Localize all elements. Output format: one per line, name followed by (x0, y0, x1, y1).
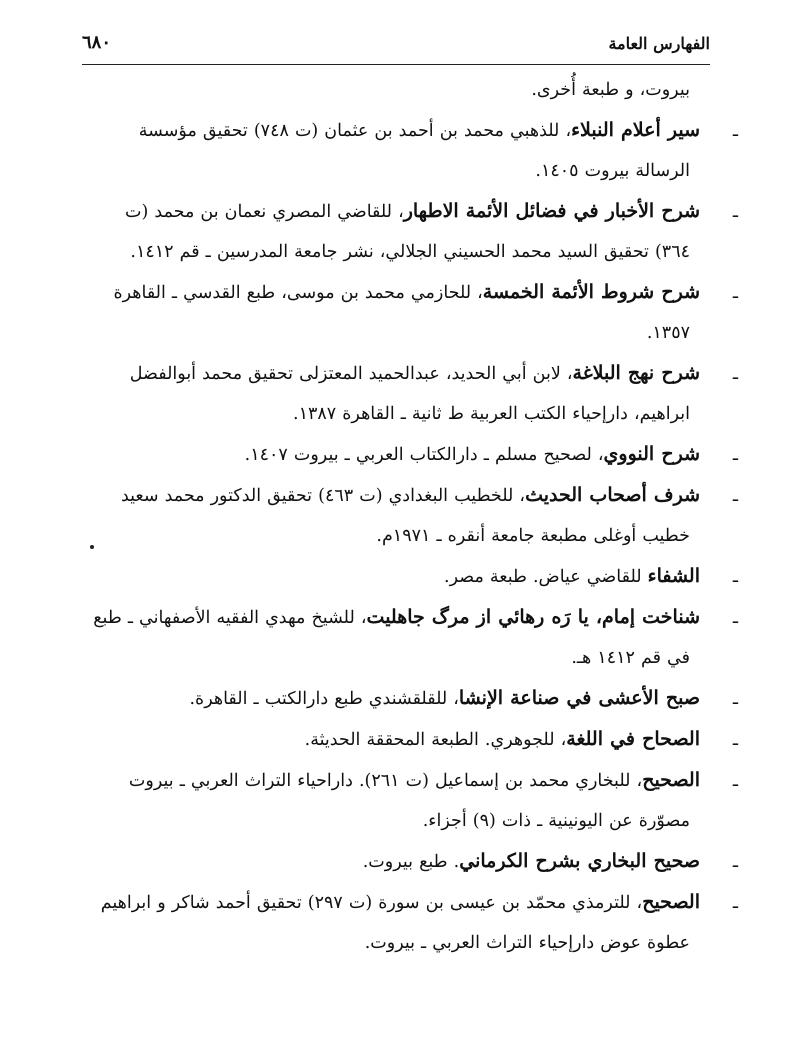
entry-title: شرح النووي (603, 443, 700, 465)
bibliography-entry (84, 719, 738, 760)
entry-title: شرح نهج البلاغة (572, 362, 700, 384)
entry-title: الصحيح (642, 891, 700, 913)
entry-title: الصحيح (642, 769, 700, 791)
entry-dash: ـ (732, 852, 738, 872)
entry-title: صحيح البخاري بشرح الكرماني (459, 850, 700, 872)
entry-title: شناخت إمام، يا رَه رهائي از مرگ جاهليت (366, 606, 700, 628)
entry-details: ، للحازمي محمد بن موسى، طبع القدسي ـ القاهرة ١٣٥٧. (113, 283, 690, 343)
entry-dash: ـ (732, 283, 738, 303)
bibliography-entry (84, 191, 738, 272)
entry-details: ، للذهبي محمد بن أحمد بن عثمان (ت ٧٤٨) تحقيق مؤسسة الرسالة بيروت ١٤٠٥. (138, 121, 690, 181)
entry-details: ، لصحيح مسلم ـ دارالكتاب العربي ـ بيروت ١٤٠٧. (244, 445, 604, 465)
bibliography-entry (84, 556, 738, 597)
entry-dash: ـ (732, 445, 738, 465)
bibliography-list (84, 70, 738, 963)
entry-details: ، للخطيب البغدادي (ت ٤٦٣) تحقيق الدكتور محمد سعيد خطيب أوغلى مطبعة جامعة أنقره ـ ١٩٧١م. (120, 486, 690, 546)
bibliography-entry (84, 110, 738, 191)
page-header (82, 28, 710, 60)
bibliography-entry (84, 882, 738, 963)
entry-dash: ـ (732, 730, 738, 750)
bibliography-entry (84, 353, 738, 434)
entry-dash: ـ (732, 567, 738, 587)
entry-details: ، للترمذي محمّد بن عيسى بن سورة (ت ٢٩٧) تحقيق أحمد شاكر و ابراهيم عطوة عوض دارإحياء التراث العربي ـ بيروت. (100, 893, 690, 953)
entry-title: الصحاح في اللغة (566, 728, 700, 750)
header-divider (82, 64, 710, 65)
bibliography-entry (84, 475, 738, 556)
continued-entry-text: بيروت، و طبعة أُخرى. (531, 80, 690, 100)
entry-dash: ـ (732, 202, 738, 222)
entry-dash: ـ (732, 364, 738, 384)
bibliography-entry (84, 272, 738, 353)
entry-dash: ـ (732, 121, 738, 141)
entry-details: ، للشيخ مهدي الفقيه الأصفهاني ـ طبع في قم ١٤١٢ هـ. (93, 608, 690, 668)
entry-details: ، للقاضي المصري نعمان بن محمد (ت ٣٦٤) تحقيق السيد محمد الحسيني الجلالي، نشر جامعة المدرسين ـ قم ١٤١٢. (125, 202, 690, 262)
entry-details: للقاضي عياض. طبعة مصر. (444, 567, 648, 587)
entry-dash: ـ (732, 771, 738, 791)
bibliography-entry (84, 597, 738, 678)
print-speck (90, 545, 94, 549)
entry-title: شرح الأخبار في فضائل الأئمة الاطهار (403, 200, 700, 222)
entry-dash: ـ (732, 608, 738, 628)
entry-title: سير أعلام النبلاء (571, 119, 700, 141)
entry-dash: ـ (732, 689, 738, 709)
entry-dash: ـ (732, 893, 738, 913)
entry-title: شرف أصحاب الحديث (525, 484, 700, 506)
entry-details: ، للبخاري محمد بن إسماعيل (ت ٢٦١). داراحياء التراث العربي ـ بيروت مصوّرة عن اليونينية ـ ذات (٩) أجزاء. (128, 771, 690, 831)
entry-dash: ـ (732, 486, 738, 506)
entry-details: ، لابن أبي الحديد، عبدالحميد المعتزلى تحقيق محمد أبوالفضل ابراهيم، دارإحياء الكتب العربية ط ثانية ـ القاهرة ١٣٨٧. (129, 364, 690, 424)
bibliography-entry (84, 760, 738, 841)
entry-title: الشفاء (647, 565, 700, 587)
running-title: الفهارس العامة (608, 34, 710, 53)
entry-details: ، للجوهري. الطبعة المحققة الحديثة. (304, 730, 567, 750)
page-number: ٦٨٠ (82, 32, 112, 53)
entry-title: صبح الأعشى في صناعة الإنشا (458, 687, 700, 709)
bibliography-entry (84, 434, 738, 475)
entry-details: ، للقلقشندي طبع دارالكتب ـ القاهرة. (189, 689, 459, 709)
bibliography-entry (84, 678, 738, 719)
entry-details: . طبع بيروت. (362, 852, 460, 872)
entry-title: شرح شروط الأئمة الخمسة (482, 281, 700, 303)
bibliography-entry (84, 841, 738, 882)
